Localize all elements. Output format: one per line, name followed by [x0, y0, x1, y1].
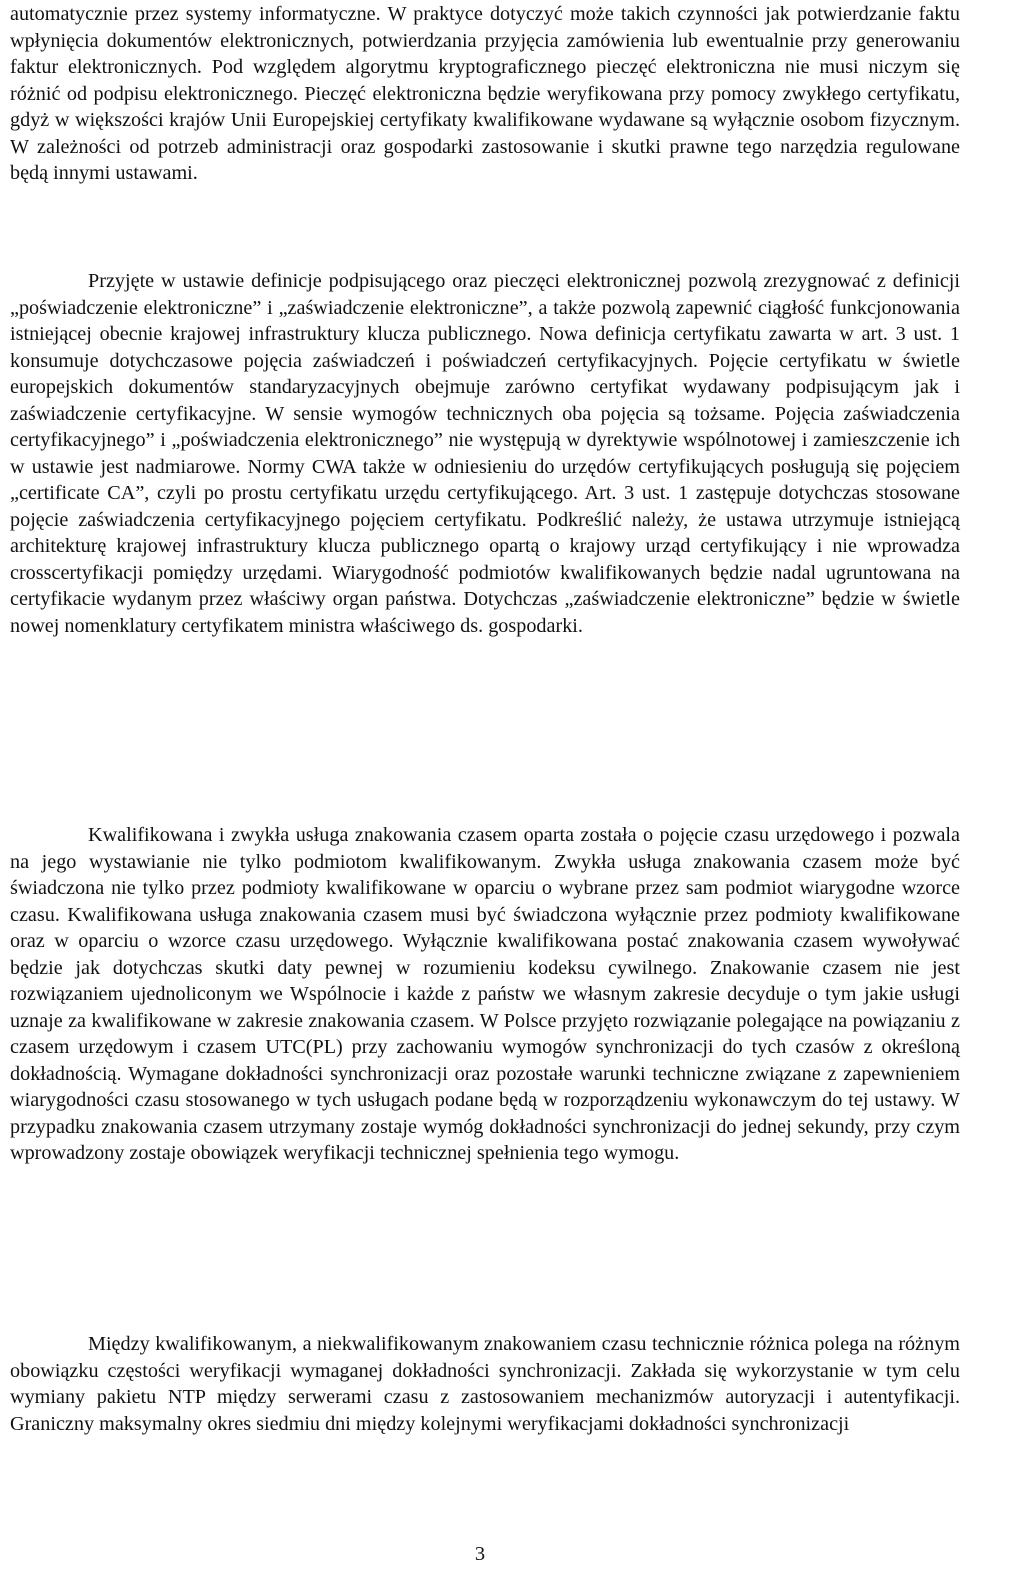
- document-page: [10, 0, 960, 1573]
- paragraph-4: Między kwalifikowanym, a niekwalifikowanym znakowaniem czasu technicznie różnica polega na różnym obowiązku częstości weryfikacji wymaganej dokładności synchronizacji. Zakłada się wykorzystanie w tym celu wymiany pakietu NTP między serwerami czasu z zastosowaniem mechanizmów autoryzacji i autentyfikacji. Graniczny maksymalny okres siedmiu dni między kolejnymi weryfikacjami dokładności synchronizacji: [10, 1333, 960, 1435]
- paragraph-3: Kwalifikowana i zwykła usługa znakowania czasem oparta została o pojęcie czasu urzędowego i pozwala na jego wystawianie nie tylko podmiotom kwalifikowanym. Zwykła usługa znakowania czasem może być świadczona nie tylko przez podmioty kwalifikowane w oparciu o wybrane przez sam podmiot wiarygodne wzorce czasu. Kwalifikowana usługa znakowania czasem musi być świadczona wyłącznie przez podmioty kwalifikowane oraz w oparciu o wzorce czasu urzędowego. Wyłącznie kwalifikowana postać znakowania czasem wywoływać będzie jak dotychczas skutki daty pewnej w rozumieniu kodeksu cywilnego. Znakowanie czasem nie jest rozwiązaniem ujednoliconym we Wspólnocie i każde z państw we własnym zakresie decyduje o tym jakie usługi uznaje za kwalifikowane w zakresie znakowania czasem. W Polsce przyjęto rozwiązanie polegające na powiązaniu z czasem urzędowym i czasem UTC(PL) przy zachowaniu wymogów synchronizacji do tych czasów z określoną dokładnością. Wymagane dokładności synchronizacji oraz pozostałe warunki techniczne związane z zapewnieniem wiarygodności czasu stosowanego w tych usługach podane będą w rozporządzeniu wykonawczym do tej ustawy. W przypadku znakowania czasem utrzymany zostaje wymóg dokładności synchronizacji do jednej sekundy, przy czym wprowadzony zostaje obowiązek weryfikacji technicznej spełnienia tego wymogu.: [10, 824, 960, 1164]
- paragraph-2: Przyjęte w ustawie definicje podpisującego oraz pieczęci elektronicznej pozwolą zrezygnować z definicji „poświadczenie elektroniczne” i „zaświadczenie elektroniczne”, a także pozwolą zapewnić ciągłość funkcjonowania istniejącej obecnie krajowej infrastruktury klucza publicznego. Nowa definicja certyfikatu zawarta w art. 3 ust. 1 konsumuje dotychczasowe pojęcia zaświadczeń i poświadczeń certyfikacyjnych. Pojęcie certyfikatu w świetle europejskich dokumentów standaryzacyjnych obejmuje zarówno certyfikat wydawany podpisującym jak i zaświadczenie certyfikacyjne. W sensie wymogów technicznych oba pojęcia są tożsame. Pojęcia zaświadczenia certyfikacyjnego” i „poświadczenia elektronicznego” nie występują w dyrektywie wspólnotowej i zamieszczenie ich w ustawie jest nadmiarowe. Normy CWA także w odniesieniu do urzędów certyfikujących posługują się pojęciem „certificate CA”, czyli po prostu certyfikatu urzędu certyfikującego. Art. 3 ust. 1 zastępuje dotychczas stosowane pojęcie zaświadczenia certyfikacyjnego pojęciem certyfikatu. Podkreślić należy, że ustawa utrzymuje istniejącą architekturę krajowej infrastruktury klucza publicznego opartą o krajowy urząd certyfikujący i nie wprowadza crosscertyfikacji pomiędzy urzędami. Wiarygodność podmiotów kwalifikowanych będzie nadal ugruntowana na certyfikacie wydanym przez właściwy organ państwa. Dotychczas „zaświadczenie elektroniczne” będzie w świetle nowej nomenklatury certyfikatem ministra właściwego ds. gospodarki.: [10, 270, 960, 637]
- paragraph-1: automatycznie przez systemy informatyczne. W praktyce dotyczyć może takich czynności jak potwierdzanie faktu wpłynięcia dokumentów elektronicznych, potwierdzania przyjęcia zamówienia lub ewentualnie przy generowaniu faktur elektronicznych. Pod względem algorytmu kryptograficznego pieczęć elektroniczna nie musi niczym się różnić od podpisu elektronicznego. Pieczęć elektroniczna będzie weryfikowana przy pomocy zwykłego certyfikatu, gdyż w większości krajów Unii Europejskiej certyfikaty kwalifikowane wydawane są wyłącznie osobom fizycznym. W zależności od potrzeb administracji oraz gospodarki zastosowanie i skutki prawne tego narzędzia regulowane będą innymi ustawami.: [10, 3, 960, 184]
- page-number: 3: [474, 1543, 486, 1565]
